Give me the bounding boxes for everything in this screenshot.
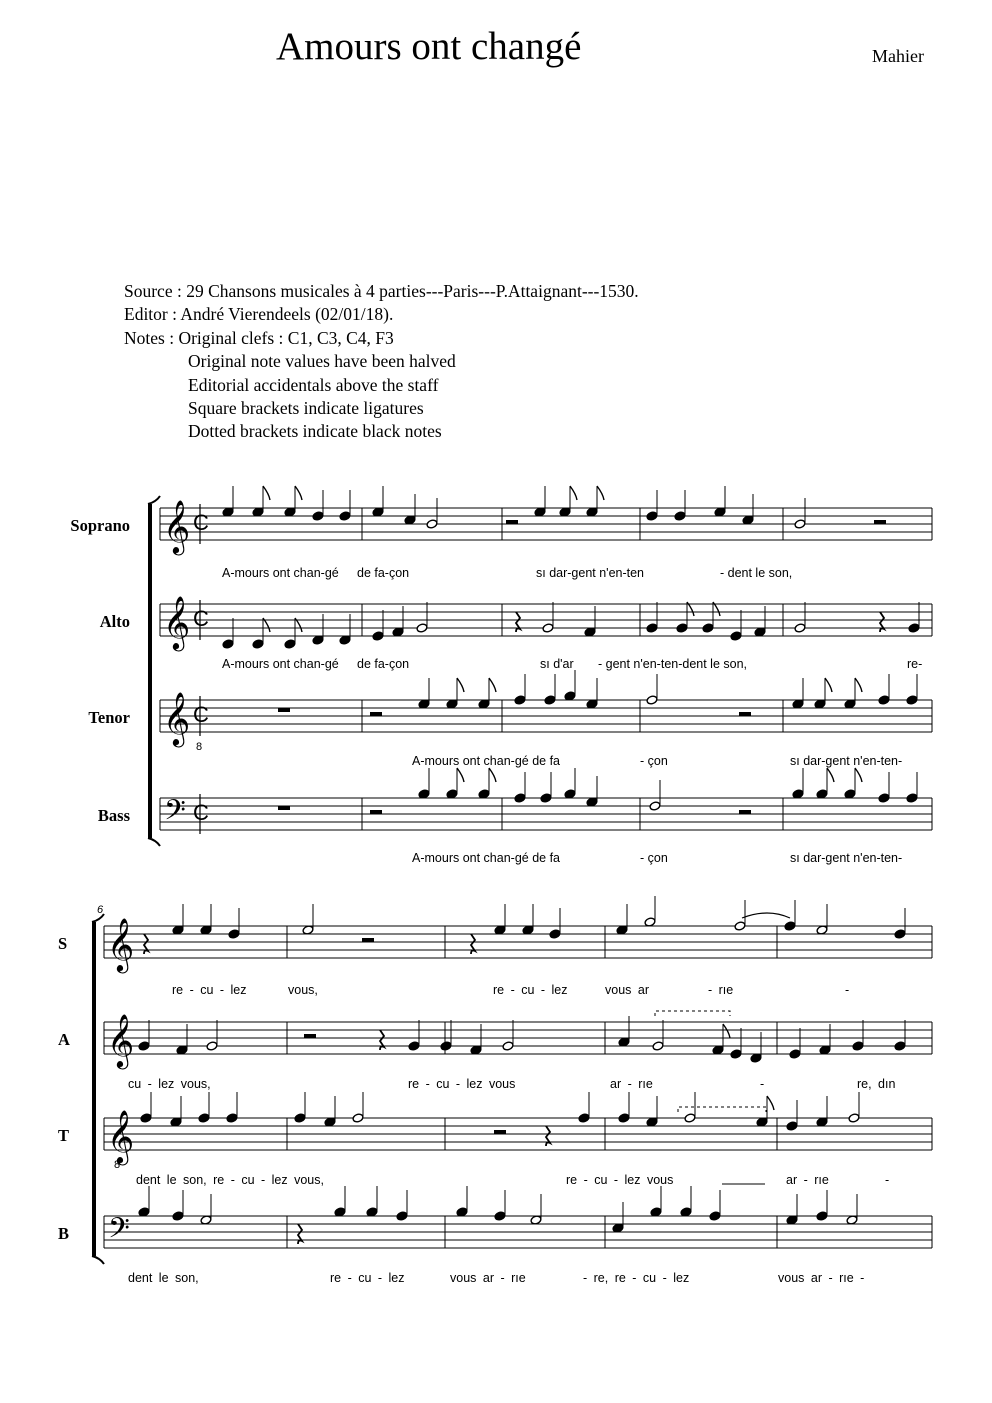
half-note bbox=[416, 623, 428, 633]
lyric: A-mours ont chan-gé bbox=[222, 657, 339, 671]
note-flag bbox=[295, 486, 302, 500]
tie bbox=[742, 913, 790, 918]
lyric: sı dar-gent n'en-ten bbox=[536, 566, 645, 580]
time-signature: C bbox=[193, 800, 209, 825]
part-abbr-soprano: S bbox=[58, 934, 68, 953]
quarter-note bbox=[228, 929, 240, 939]
half-note bbox=[426, 519, 438, 529]
lyric: ar - rıe bbox=[610, 1077, 653, 1091]
note-flag bbox=[855, 768, 862, 782]
quarter-note bbox=[226, 1113, 238, 1123]
half-note bbox=[502, 1041, 514, 1051]
quarter-rest bbox=[298, 1224, 302, 1244]
treble-clef: 𝄞 bbox=[163, 500, 191, 552]
dotted-brackets-line: Dotted brackets indicate black notes bbox=[188, 421, 442, 442]
treble-clef: 𝄞 bbox=[163, 692, 191, 744]
quarter-note bbox=[676, 623, 688, 633]
quarter-note bbox=[372, 631, 384, 641]
lyric: de fa-çon bbox=[357, 566, 410, 580]
octave-eight: 8 bbox=[114, 1159, 121, 1171]
whole-rest bbox=[278, 708, 290, 712]
lyric: cu - lez vous, bbox=[128, 1077, 211, 1091]
note-flag bbox=[457, 768, 464, 782]
quarter-note bbox=[514, 695, 526, 705]
lyric: A-mours ont chan-gé de fa bbox=[412, 754, 560, 768]
quarter-rest bbox=[380, 1030, 384, 1050]
note-flag bbox=[263, 486, 270, 500]
half-note bbox=[848, 1113, 860, 1123]
accidentals-line: Editorial accidentals above the staff bbox=[188, 374, 439, 395]
half-note bbox=[352, 1113, 364, 1123]
lyric: sı d'ar bbox=[540, 657, 574, 671]
time-signature: C bbox=[193, 510, 209, 535]
quarter-note bbox=[784, 921, 796, 931]
note-flag bbox=[489, 768, 496, 782]
treble-clef: 𝄞 bbox=[107, 1110, 135, 1162]
whole-rest bbox=[278, 806, 290, 810]
note-flag bbox=[457, 678, 464, 692]
lyric: vous, bbox=[288, 983, 318, 997]
lyric: dent le son, bbox=[128, 1271, 199, 1285]
lyric: - bbox=[885, 1173, 890, 1187]
quarter-note bbox=[908, 623, 920, 633]
lyric: dent le son, re - cu - lez vous, bbox=[136, 1173, 324, 1187]
quarter-note bbox=[312, 511, 324, 521]
octave-eight: 8 bbox=[196, 741, 203, 753]
quarter-note bbox=[789, 1049, 801, 1059]
piece-title: Amours ont changé bbox=[276, 25, 582, 68]
lyric: - dent le son, bbox=[720, 566, 793, 580]
quarter-note bbox=[222, 639, 234, 649]
part-label-tenor: Tenor bbox=[88, 708, 130, 727]
note-flag bbox=[570, 486, 577, 500]
lyric: A-mours ont chan-gé de fa bbox=[412, 851, 560, 865]
quarter-note bbox=[852, 1041, 864, 1051]
quarter-note bbox=[396, 1211, 408, 1221]
quarter-note bbox=[514, 793, 526, 803]
lyric: A-mours ont chan-gé bbox=[222, 566, 339, 580]
quarter-note bbox=[494, 1211, 506, 1221]
bass-clef: 𝄢 bbox=[108, 1213, 130, 1251]
quarter-note bbox=[252, 639, 264, 649]
clefs-line: Notes : Original clefs : C1, C3, C4, F3 bbox=[124, 327, 394, 348]
quarter-note bbox=[646, 623, 658, 633]
quarter-rest bbox=[471, 934, 475, 954]
half-note bbox=[794, 519, 806, 529]
quarter-note bbox=[549, 929, 561, 939]
lyric: re - cu - lez bbox=[493, 983, 568, 997]
lyric: ar - rıe bbox=[786, 1173, 829, 1187]
quarter-note bbox=[646, 511, 658, 521]
treble-clef: 𝄞 bbox=[163, 596, 191, 648]
quarter-note bbox=[786, 1121, 798, 1131]
note-flag bbox=[825, 678, 832, 692]
half-rest bbox=[370, 712, 382, 716]
time-signature: C bbox=[193, 702, 209, 727]
treble-clef: 𝄞 bbox=[107, 918, 135, 970]
quarter-note bbox=[702, 623, 714, 633]
quarter-note bbox=[540, 793, 552, 803]
half-note bbox=[646, 695, 658, 705]
half-note bbox=[794, 623, 806, 633]
quarter-note bbox=[906, 793, 918, 803]
half-rest bbox=[506, 520, 518, 524]
half-rest bbox=[739, 810, 751, 814]
quarter-rest bbox=[144, 934, 148, 954]
quarter-note bbox=[578, 1113, 590, 1123]
half-rest bbox=[362, 938, 374, 942]
lyric: re - cu - lez vous bbox=[408, 1077, 516, 1091]
quarter-note bbox=[878, 695, 890, 705]
bracket-bottom bbox=[92, 1256, 104, 1264]
lyric: - çon bbox=[640, 851, 668, 865]
quarter-rest bbox=[880, 612, 884, 632]
quarter-note bbox=[618, 1113, 630, 1123]
half-rest bbox=[739, 712, 751, 716]
part-label-bass: Bass bbox=[97, 806, 130, 825]
note-values-line: Original note values have been halved bbox=[188, 351, 456, 372]
quarter-rest bbox=[516, 612, 520, 632]
treble-clef: 𝄞 bbox=[107, 1014, 135, 1066]
lyric: vous ar bbox=[605, 983, 649, 997]
quarter-note bbox=[198, 1113, 210, 1123]
dotted-bracket bbox=[655, 1011, 730, 1016]
lyric: re - cu - lez vous bbox=[566, 1173, 674, 1187]
composer-name: Mahier bbox=[872, 46, 924, 66]
dotted-bracket bbox=[678, 1107, 766, 1112]
lyric: - gent n'en-ten-dent le son, bbox=[598, 657, 748, 671]
part-abbr-alto: A bbox=[58, 1030, 70, 1049]
half-note bbox=[206, 1041, 218, 1051]
quarter-note bbox=[906, 695, 918, 705]
lyric: sı dar-gent n'en-ten- bbox=[790, 851, 903, 865]
quarter-note bbox=[730, 631, 742, 641]
lyric: - re, re - cu - lez bbox=[583, 1271, 690, 1285]
half-rest bbox=[304, 1034, 316, 1038]
lyric: - bbox=[760, 1077, 765, 1091]
quarter-note bbox=[894, 1041, 906, 1051]
measure-number: 6 bbox=[97, 904, 104, 916]
half-note bbox=[542, 623, 554, 633]
quarter-note bbox=[674, 511, 686, 521]
quarter-note bbox=[284, 639, 296, 649]
part-abbr-tenor: T bbox=[58, 1126, 70, 1145]
quarter-note bbox=[339, 511, 351, 521]
editor-line: Editor : André Vierendeels (02/01/18). bbox=[124, 304, 394, 325]
half-note bbox=[684, 1113, 696, 1123]
half-rest bbox=[494, 1130, 506, 1134]
half-note bbox=[649, 801, 661, 811]
lyric: sı dar-gent n'en-ten- bbox=[790, 754, 903, 768]
quarter-note bbox=[408, 1041, 420, 1051]
quarter-note bbox=[172, 1211, 184, 1221]
quarter-note bbox=[894, 929, 906, 939]
part-label-alto: Alto bbox=[99, 612, 130, 631]
lyric: re - cu - lez bbox=[330, 1271, 405, 1285]
quarter-rest bbox=[546, 1126, 550, 1146]
note-flag bbox=[489, 678, 496, 692]
quarter-note bbox=[709, 1211, 721, 1221]
quarter-note bbox=[138, 1041, 150, 1051]
lyric: re - cu - lez bbox=[172, 983, 247, 997]
bass-clef: 𝄢 bbox=[164, 795, 186, 833]
source-line: Source : 29 Chansons musicales à 4 parties---Paris---P.Attaignant---1530. bbox=[124, 281, 639, 301]
half-rest bbox=[874, 520, 886, 524]
lyric: - bbox=[845, 983, 850, 997]
part-label-soprano: Soprano bbox=[70, 516, 130, 535]
note-flag bbox=[827, 768, 834, 782]
quarter-note bbox=[816, 1211, 828, 1221]
note-flag bbox=[767, 1096, 774, 1110]
quarter-note bbox=[440, 1041, 452, 1051]
lyric: vous ar - rıe bbox=[450, 1271, 526, 1285]
lyric: re- bbox=[907, 657, 923, 671]
half-note bbox=[652, 1041, 664, 1051]
time-signature: C bbox=[193, 606, 209, 631]
quarter-note bbox=[140, 1113, 152, 1123]
quarter-note bbox=[294, 1113, 306, 1123]
half-rest bbox=[370, 810, 382, 814]
lyric: re, dın bbox=[857, 1077, 896, 1091]
note-flag bbox=[855, 678, 862, 692]
lyric: de fa-çon bbox=[357, 657, 410, 671]
lyric: - rıe bbox=[708, 983, 734, 997]
lyric: - çon bbox=[640, 754, 668, 768]
bracket-top bbox=[148, 496, 160, 504]
quarter-note bbox=[544, 695, 556, 705]
quarter-note bbox=[730, 1049, 742, 1059]
lyric: vous ar - rıe - bbox=[778, 1271, 865, 1285]
half-note bbox=[734, 921, 746, 931]
quarter-note bbox=[878, 793, 890, 803]
note-flag bbox=[723, 1024, 730, 1038]
note-flag bbox=[597, 486, 604, 500]
bracket-bottom bbox=[148, 838, 160, 846]
part-abbr-bass: B bbox=[58, 1224, 70, 1243]
square-brackets-line: Square brackets indicate ligatures bbox=[188, 397, 424, 418]
